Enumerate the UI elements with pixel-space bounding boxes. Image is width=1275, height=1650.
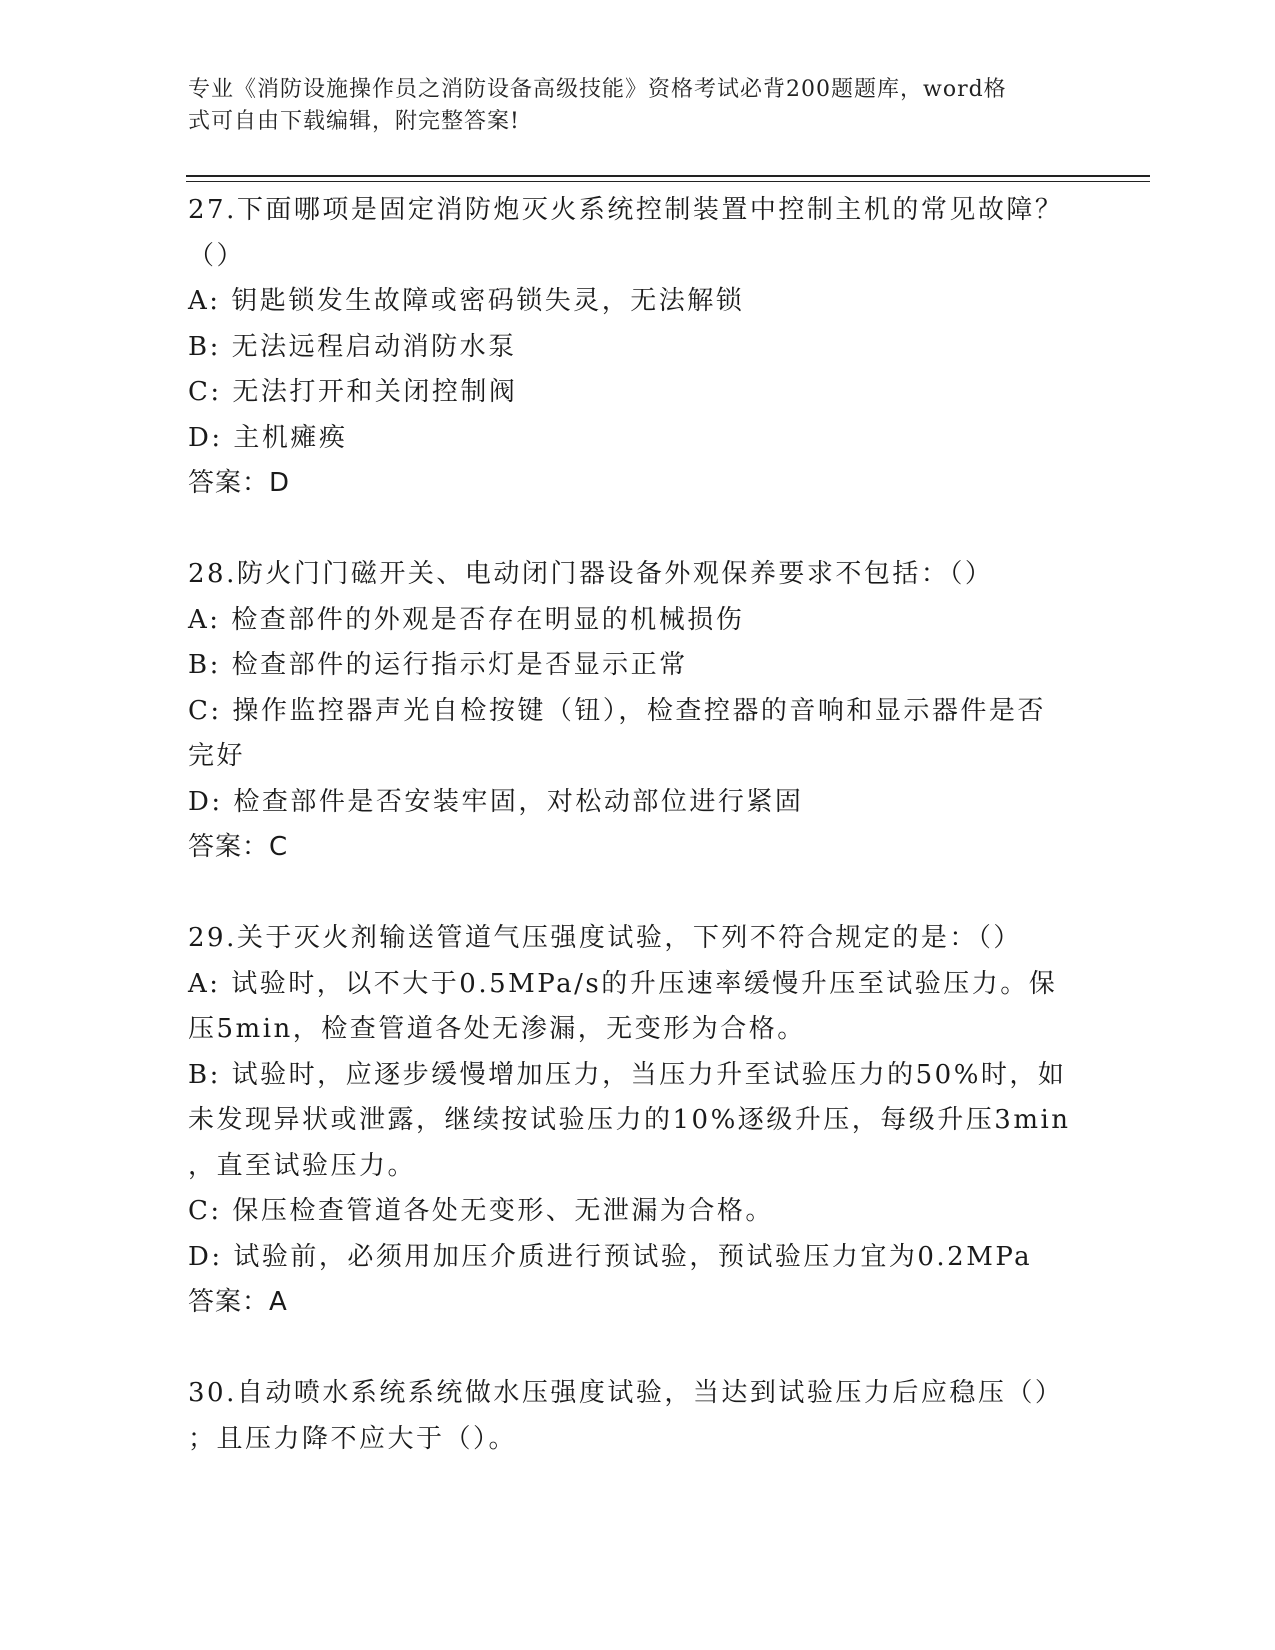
option-d: D: 试验前，必须用加压介质进行预试验，预试验压力宜为0.2MPa bbox=[188, 1241, 1033, 1272]
answer-text: 答案：C bbox=[188, 832, 289, 862]
header-divider-top bbox=[186, 175, 1150, 177]
question-stem: 30.自动喷水系统系统做水压强度试验，当达到试验压力后应稳压（） bbox=[188, 1378, 1064, 1408]
header-divider-bottom bbox=[186, 181, 1150, 182]
question-spacer bbox=[188, 1326, 1088, 1372]
option-a-continued: 压5min，检查管道各处无渗漏，无变形为合格。 bbox=[188, 1014, 806, 1044]
header-line-2: 式可自由下载编辑，附完整答案! bbox=[188, 109, 520, 134]
option-d: D: 主机瘫痪 bbox=[188, 422, 348, 453]
answer-text: 答案：D bbox=[188, 468, 291, 498]
question-list bbox=[188, 188, 1088, 1462]
question-stem: 27.下面哪项是固定消防炮灭火系统控制装置中控制主机的常见故障？ bbox=[188, 195, 1064, 225]
option-c: C: 操作监控器声光自检按键（钮），检查控器的音响和显示器件是否 bbox=[188, 695, 1046, 726]
answer-text: 答案：A bbox=[188, 1287, 288, 1317]
question-30 bbox=[188, 1371, 1088, 1462]
option-a: A: 钥匙锁发生故障或密码锁失灵，无法解锁 bbox=[188, 286, 745, 316]
document-header bbox=[188, 74, 1068, 138]
option-c-continued: 完好 bbox=[188, 741, 246, 771]
question-stem: 28.防火门门磁开关、电动闭门器设备外观保养要求不包括：（） bbox=[188, 559, 994, 589]
option-b: B: 检查部件的运行指示灯是否显示正常 bbox=[188, 650, 688, 680]
option-d: D: 检查部件是否安装牢固，对松动部位进行紧固 bbox=[188, 786, 804, 817]
question-spacer bbox=[188, 507, 1088, 553]
option-c: C: 保压检查管道各处无变形、无泄漏为合格。 bbox=[188, 1196, 774, 1226]
question-28 bbox=[188, 552, 1088, 871]
question-stem: ；且压力降不应大于（）。 bbox=[188, 1423, 518, 1454]
option-a: A: 试验时，以不大于0.5MPa/s的升压速率缓慢升压至试验压力。保 bbox=[188, 968, 1058, 999]
header-line-1: 专业《消防设施操作员之消防设备高级技能》资格考试必背200题题库，word格 bbox=[188, 77, 1007, 102]
option-b-continued: 未发现异状或泄露，继续按试验压力的10%逐级升压，每级升压3min bbox=[188, 1105, 1071, 1135]
option-a: A: 检查部件的外观是否存在明显的机械损伤 bbox=[188, 604, 745, 635]
question-spacer bbox=[188, 871, 1088, 917]
option-b-continued: ，直至试验压力。 bbox=[188, 1150, 417, 1181]
option-b: B: 无法远程启动消防水泵 bbox=[188, 331, 517, 362]
option-c: C: 无法打开和关闭控制阀 bbox=[188, 377, 518, 407]
question-29 bbox=[188, 916, 1088, 1326]
question-stem: （） bbox=[188, 240, 246, 271]
question-27 bbox=[188, 188, 1088, 507]
question-stem: 29.关于灭火剂输送管道气压强度试验，下列不符合规定的是：（） bbox=[188, 923, 1022, 953]
option-b: B: 试验时，应逐步缓慢增加压力，当压力升至试验压力的50%时，如 bbox=[188, 1059, 1067, 1090]
